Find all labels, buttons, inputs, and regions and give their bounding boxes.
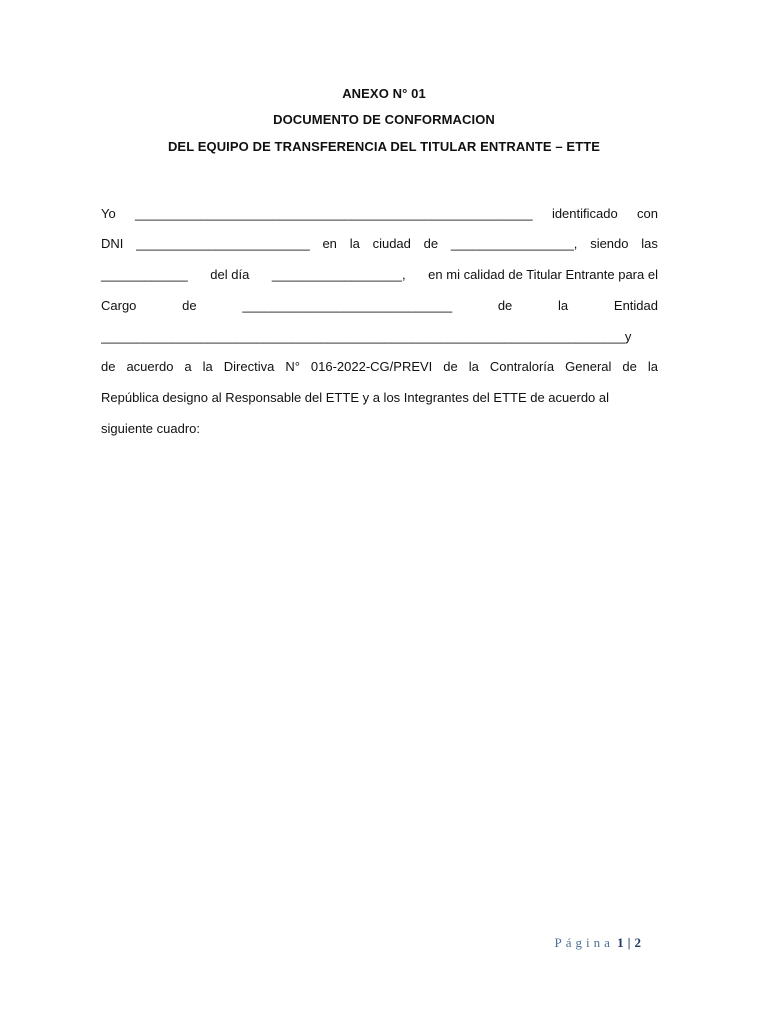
word: Directiva xyxy=(223,359,275,374)
document-title: DOCUMENTO DE CONFORMACION xyxy=(273,112,495,127)
word: identificado xyxy=(551,206,618,221)
text-run: en mi calidad de Titular Entrante para el xyxy=(428,267,658,282)
page-label: Página xyxy=(554,935,614,950)
word: la xyxy=(349,236,360,251)
blank-city: _________________, xyxy=(450,236,578,251)
word: N° xyxy=(285,359,300,374)
word: con xyxy=(637,206,658,221)
annex-number: ANEXO N° 01 xyxy=(342,86,426,101)
word: a xyxy=(184,359,192,374)
word: de xyxy=(497,298,513,313)
word: ciudad xyxy=(372,236,411,251)
word: la xyxy=(647,359,658,374)
paragraph-line-7: República designo al Responsable del ETTE y a los Integrantes del ETTE de acuerdo al xyxy=(101,390,610,405)
paragraph-line-8: siguiente cuadro: xyxy=(101,421,201,436)
paragraph-line-6 xyxy=(101,358,658,376)
document-subtitle: DEL EQUIPO DE TRANSFERENCIA DEL TITULAR ENTRANTE – ETTE xyxy=(167,139,601,154)
directive-code: 016-2022-CG/PREVI xyxy=(310,359,433,374)
word: del día xyxy=(210,267,250,282)
word: DNI xyxy=(101,236,124,251)
word: la xyxy=(202,359,213,374)
word: las xyxy=(641,236,658,251)
blank-entity: __________________________________________________________________________y xyxy=(101,329,632,344)
word: de xyxy=(423,236,439,251)
word: Yo xyxy=(101,206,116,221)
current-page: 1 xyxy=(617,935,624,950)
word: siendo xyxy=(590,236,629,251)
blank-name: _______________________________________________________ xyxy=(135,206,533,221)
blank-time: ____________ xyxy=(101,267,188,282)
blank-dni: ________________________ xyxy=(136,236,310,251)
total-pages: 2 xyxy=(634,935,641,950)
paragraph-line-3 xyxy=(101,266,658,284)
word: de xyxy=(443,359,458,374)
blank-position: _____________________________ xyxy=(242,298,453,313)
word: Contraloría xyxy=(489,359,555,374)
word: de xyxy=(182,298,197,313)
word: la xyxy=(468,359,479,374)
page-number-footer xyxy=(554,935,641,951)
paragraph-line-2 xyxy=(101,235,658,253)
word: de xyxy=(101,359,116,374)
word: acuerdo xyxy=(126,359,174,374)
word: de xyxy=(622,359,637,374)
word: Entidad xyxy=(613,298,658,313)
paragraph-line-1 xyxy=(101,205,658,223)
word: la xyxy=(558,298,569,313)
paragraph-line-4 xyxy=(101,297,658,315)
page-separator: | xyxy=(627,935,631,950)
word: Cargo xyxy=(101,298,137,313)
word: en xyxy=(322,236,337,251)
word: General xyxy=(565,359,612,374)
blank-date: __________________, xyxy=(271,267,406,282)
paragraph-line-5 xyxy=(101,328,658,346)
